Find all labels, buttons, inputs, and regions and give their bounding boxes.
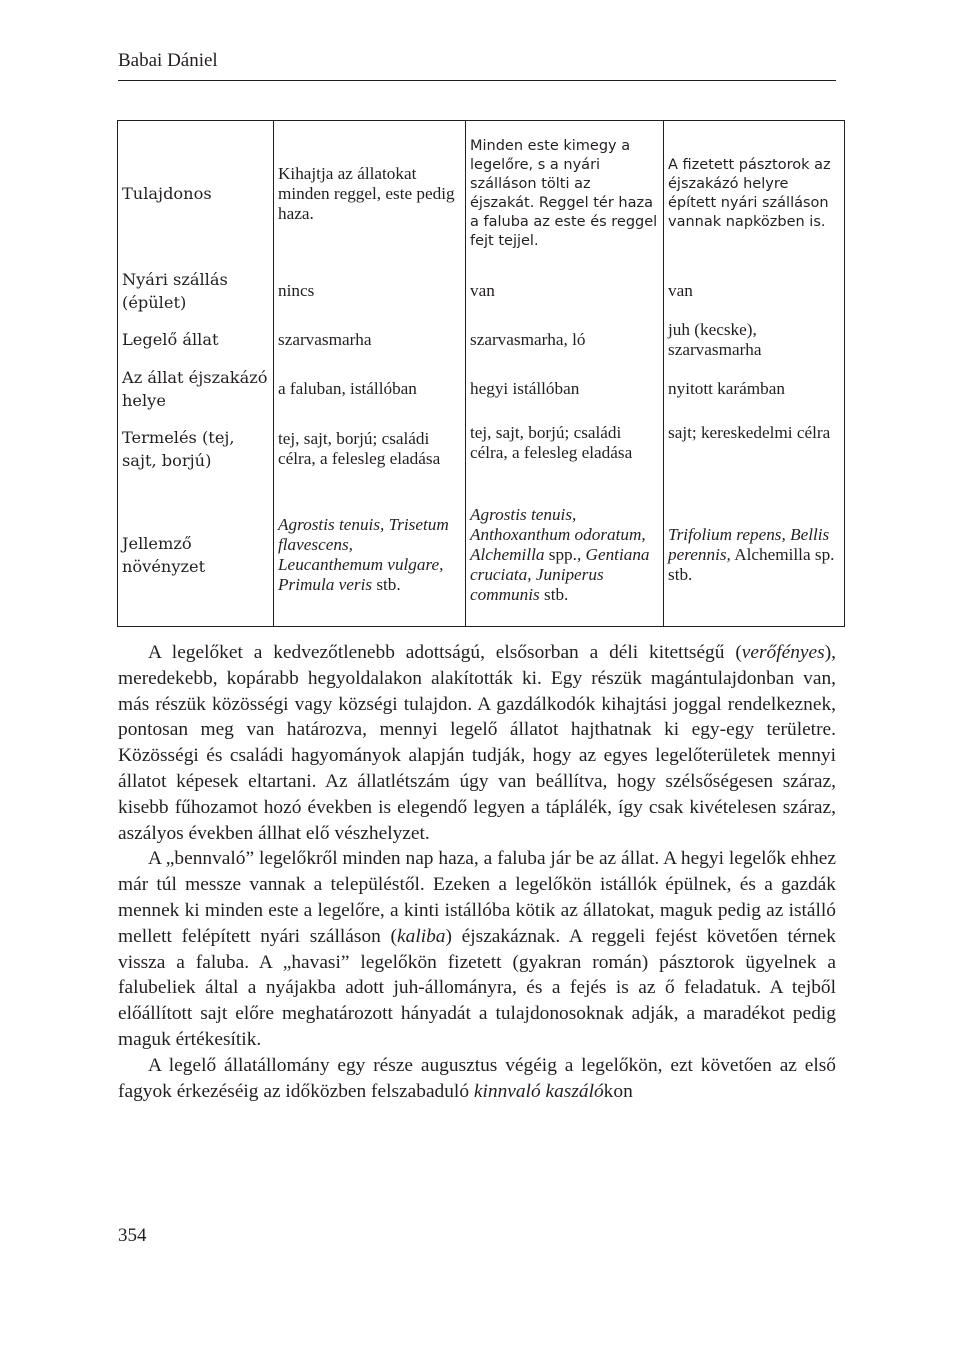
running-head: Babai Dániel xyxy=(118,50,218,71)
table-cell xyxy=(664,485,845,627)
paragraph xyxy=(118,846,836,1052)
comparison-table xyxy=(117,120,845,627)
italic-term: kinnvaló kaszáló xyxy=(473,1080,604,1102)
table-cell: a faluban, istállóban xyxy=(274,365,466,413)
row-header: Legelő állat xyxy=(118,315,274,365)
species-names: , Gentiana cruciata, Juniperus communis xyxy=(470,545,650,605)
italic-term: kaliba xyxy=(397,925,446,947)
table-cell xyxy=(274,485,466,627)
table-cell: szarvasmarha xyxy=(274,315,466,365)
table-cell: juh (kecske), szarvasmarha xyxy=(664,315,845,365)
table-row xyxy=(118,121,845,267)
species-names: Trifolium repens, Bellis perennis, xyxy=(668,525,830,565)
table-row xyxy=(118,267,845,315)
row-header: Jellemző növényzet xyxy=(118,485,274,627)
table-row xyxy=(118,413,845,485)
table-cell: Minden este kimegy a legelőre, s a nyári szálláson tölti az éjszakát. Reggel tér haza a faluba az este és reggel fejt tejjel. xyxy=(466,121,664,267)
table-cell: van xyxy=(664,267,845,315)
table-cell: szarvasmarha, ló xyxy=(466,315,664,365)
text-run: A legelő állatállomány egy része augusztus végéig a legelőkön, ezt követően az első fagyok érkezéséig az időközben felszabaduló xyxy=(118,1054,836,1102)
text-run: ) éjszakáznak. A reggeli fejést követően térnek vissza a faluba. A „havasi” legelőkön fizetett (gyakran román) pásztorok ügyelnek a falubeliek által a nyájakba adott juh-állományra, és a fejés is az ő feladatuk. A tejből előállított sajt előre meghatározott hányadát a tulajdonosoknak adják, a maradékot pedig maguk értékesítik. xyxy=(118,925,836,1050)
species-names: Agrostis tenuis, Anthoxanthum odoratum, Alchemilla xyxy=(470,505,646,565)
table-cell: van xyxy=(466,267,664,315)
table-row xyxy=(118,365,845,413)
spp-text: spp. xyxy=(548,545,577,565)
table-cell: hegyi istállóban xyxy=(466,365,664,413)
paragraph xyxy=(118,1053,836,1105)
text-run: ), meredekebb, kopárabb hegyoldalakon alakították ki. Egy részük magántulajdonban van, más részük közösségi vagy községi tulajdon. A gazdálkodók kihajtási joggal rendelkeznek, pontosan meg van határozva, mennyi legelő állatot hajthatnak ki egy-egy területre. Közösségi és családi hagyományok alapján tudják, hogy az egyes legelőterületek mennyi állatot képesek eltartani. Az állatlétszám úgy van beállítva, hogy szélsőségesen száraz, kisebb fűhozamot hozó években is elegendő legyen a táplálék, így csak kivételesen száraz, aszályos években állhat elő vészhelyzet. xyxy=(118,642,836,844)
row-header: Termelés (tej, sajt, borjú) xyxy=(118,413,274,485)
page-number: 354 xyxy=(118,1225,147,1246)
table-cell: nincs xyxy=(274,267,466,315)
table-cell: A fizetett pásztorok az éjszakázó helyre épített nyári szálláson vannak napközben is. xyxy=(664,121,845,267)
table-cell: tej, sajt, borjú; családi célra, a felesleg eladása xyxy=(466,413,664,485)
etc-text: stb. xyxy=(376,575,401,595)
table-cell: nyitott karámban xyxy=(664,365,845,413)
paragraph xyxy=(118,640,836,846)
header-rule xyxy=(118,80,836,81)
table-cell xyxy=(466,485,664,627)
row-header: Nyári szállás (épület) xyxy=(118,267,274,315)
italic-term: verőfényes xyxy=(741,642,825,663)
text-run: kon xyxy=(603,1080,633,1102)
row-header: Az állat éjszakázó helye xyxy=(118,365,274,413)
table-row xyxy=(118,315,845,365)
body-text xyxy=(118,640,836,1104)
text-run: A legelőket a kedvezőtlenebb adottságú, elsősorban a déli kitettségű ( xyxy=(148,642,742,663)
table-cell: tej, sajt, borjú; családi célra, a felesleg eladása xyxy=(274,413,466,485)
species-names: Agrostis tenuis, Trisetum flavescens, Leucanthemum vulgare, Primula veris xyxy=(278,515,449,595)
table-row xyxy=(118,485,845,627)
etc-text: stb. xyxy=(544,585,569,605)
table-cell: Kihajtja az állatokat minden reggel, este pedig haza. xyxy=(274,121,466,267)
table-cell: sajt; kereskedelmi célra xyxy=(664,413,845,485)
row-header: Tulajdonos xyxy=(118,121,274,267)
species-tail: Alchemilla sp. stb. xyxy=(668,545,835,585)
text-run: A „bennvaló” legelőkről minden nap haza, a faluba jár be az állat. A hegyi legelők ehhez már túl messze vannak a településtől. Ezeken a legelőkön istállók épülnek, és a gazdák mennek ki minden este a legelőre, a kinti istállóba kötik az állatokat, maguk pedig az istálló mellett felépített nyári szálláson ( xyxy=(118,848,836,947)
